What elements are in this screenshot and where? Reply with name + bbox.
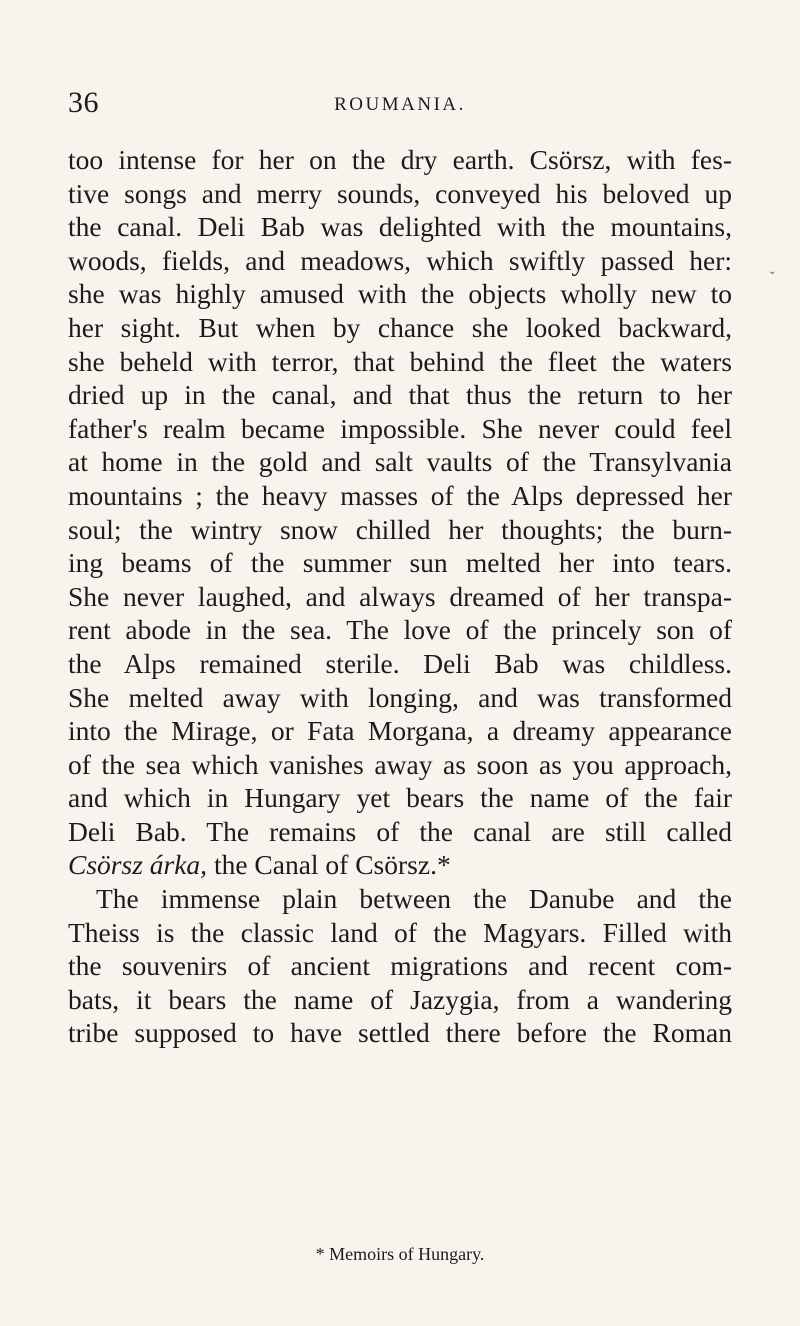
footnote: * Memoirs of Hungary. [315, 1244, 485, 1264]
running-head [68, 88, 732, 118]
text-line: father's realm became impossible. She never could feel [68, 412, 732, 444]
text-line: dried up in the canal, and that thus the return to her [68, 379, 732, 411]
text-line: into the Mirage, or Fata Morgana, a dreamy appearance [68, 715, 732, 747]
text-line: tribe supposed to have settled there before the Roman [68, 1017, 732, 1049]
text-line: mountains ; the heavy masses of the Alps depressed her [68, 479, 732, 511]
text-line: bats, it bears the name of Jazygia, from a wandering [68, 983, 732, 1015]
text-line-rest: the Canal of Csörsz.* [207, 849, 451, 881]
text-line: She melted away with longing, and was transformed [68, 681, 732, 713]
running-title: ROUMANIA. [334, 94, 466, 115]
text-line: she beheld with terror, that behind the fleet the waters [68, 345, 732, 377]
margin-mark: ⌄ [768, 266, 777, 277]
text-line: the canal. Deli Bab was delighted with the mountains, [68, 211, 732, 243]
text-line: Deli Bab. The remains of the canal are still called [68, 815, 732, 847]
paragraph-first-line: The immense plain between the Danube and the [96, 883, 732, 915]
italic-place-name: Csörsz árka, [68, 849, 208, 881]
text-line: and which in Hungary yet bears the name of the fair [68, 782, 732, 814]
text-line: tive songs and merry sounds, conveyed his beloved up [68, 177, 732, 209]
text-line: Theiss is the classic land of the Magyars. Filled with [68, 916, 732, 948]
text-line: ing beams of the summer sun melted her into tears. [68, 547, 732, 579]
text-line: rent abode in the sea. The love of the princely son of [68, 614, 732, 646]
text-line: at home in the gold and salt vaults of the Transylvania [68, 446, 732, 478]
text-line: the souvenirs of ancient migrations and recent com- [68, 950, 732, 982]
page-number: 36 [68, 86, 99, 119]
text-line: soul; the wintry snow chilled her thoughts; the burn- [68, 513, 732, 545]
text-line: the Alps remained sterile. Deli Bab was childless. [68, 647, 732, 679]
text-line [68, 848, 732, 882]
text-line: woods, fields, and meadows, which swiftly passed her: [68, 244, 732, 276]
text-line: she was highly amused with the objects wholly new to [68, 278, 732, 310]
text-line: too intense for her on the dry earth. Csörsz, with fes- [68, 144, 732, 175]
body-text [68, 143, 732, 1050]
text-line: of the sea which vanishes away as soon as you approach, [68, 748, 732, 780]
text-line: She never laughed, and always dreamed of her transpa- [68, 580, 732, 612]
text-line: her sight. But when by chance she looked backward, [68, 311, 732, 343]
